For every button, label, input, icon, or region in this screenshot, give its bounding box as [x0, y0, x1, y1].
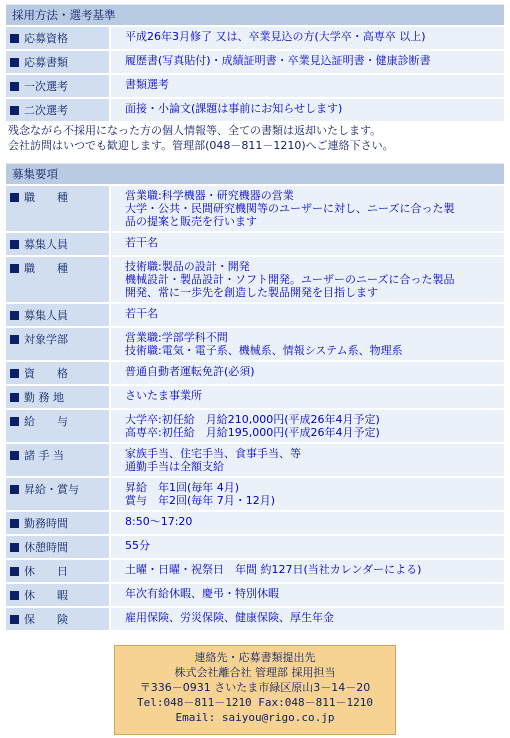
square-bullet-icon	[10, 567, 19, 576]
row-value-line: 大学卒:初任給 月給210,000円(平成26年4月予定)	[125, 413, 380, 426]
square-bullet-icon	[10, 106, 19, 115]
square-bullet-icon	[10, 591, 19, 600]
square-bullet-icon	[10, 485, 19, 494]
table-row	[6, 51, 504, 73]
notice-line: 残念ながら不採用になった方の個人情報等、全ての書類は返却いたします。	[8, 124, 382, 137]
row-value	[111, 304, 504, 326]
row-value-line: 技術職:製品の設計・開発	[125, 260, 250, 273]
row-label: 募集人員	[24, 309, 68, 322]
table-row	[6, 536, 504, 558]
row-value	[111, 536, 504, 558]
notice-line: 会社訪問はいつでも歓迎します。管理部(048－811－1210)へご連絡下さい。	[8, 139, 394, 152]
table-row	[6, 410, 504, 442]
row-label: 勤 務 地	[24, 391, 64, 404]
row-value-line: 通勤手当は全額支給	[125, 460, 224, 473]
square-bullet-icon	[10, 58, 19, 67]
row-label: 二次選考	[24, 104, 68, 117]
row-label: 対象学部	[24, 333, 68, 346]
table-row	[6, 27, 504, 49]
notice-text	[6, 121, 504, 153]
row-value-line: 家族手当、住宅手当、食事手当、等	[125, 447, 301, 460]
row-label: 職 種	[24, 191, 68, 204]
email-address[interactable]: Email: saiyou@rigo.co.jp	[175, 711, 335, 724]
table-row	[6, 608, 504, 630]
row-value-line: 賞与 年2回(毎年 7月・12月)	[125, 494, 276, 507]
row-value-line: 55分	[125, 539, 150, 552]
row-value-line: 機械設計・製品設計・ソフト開発。ユーザーのニーズに合った製品	[125, 273, 455, 286]
row-label: 保 険	[24, 613, 68, 626]
row-value-line: 若干名	[125, 307, 158, 320]
recruitment-page	[6, 4, 504, 632]
row-value: 履歴書(写真貼付)・成績証明書・卒業見込証明書・健康診断書	[111, 51, 504, 73]
row-value	[111, 362, 504, 384]
section-title-selection: 採用方法・選考基準	[6, 4, 504, 25]
table-row	[6, 304, 504, 326]
table-row	[6, 560, 504, 582]
square-bullet-icon	[10, 335, 19, 344]
table-row	[6, 478, 504, 510]
contact-box	[114, 645, 396, 735]
table-row	[6, 584, 504, 606]
row-value: 書類選考	[111, 75, 504, 97]
row-value	[111, 233, 504, 255]
table-row	[6, 362, 504, 384]
row-value	[111, 444, 504, 476]
square-bullet-icon	[10, 615, 19, 624]
row-value-line: 高専卒:初任給 月給195,000円(平成26年4月予定)	[125, 426, 380, 439]
row-label: 休 日	[24, 565, 68, 578]
row-value-line: 営業職:学部学科不問	[125, 331, 228, 344]
row-value-line: 品の提案と販売を行います	[125, 215, 257, 228]
table-row	[6, 444, 504, 476]
row-label: 休 暇	[24, 589, 68, 602]
contact-heading: 連絡先・応募書類提出先	[194, 651, 316, 664]
row-value	[111, 512, 504, 534]
row-value	[111, 328, 504, 360]
square-bullet-icon	[10, 82, 19, 91]
square-bullet-icon	[10, 519, 19, 528]
square-bullet-icon	[10, 264, 19, 273]
row-value: 平成26年3月修了 又は、卒業見込の方(大学卒・高専卒 以上)	[111, 27, 504, 49]
row-label: 諸 手 当	[24, 449, 64, 462]
row-label: 募集人員	[24, 238, 68, 251]
row-value-line: 8:50～17:20	[125, 515, 193, 528]
row-value	[111, 560, 504, 582]
section-title-requirements: 募集要項	[6, 163, 504, 184]
row-value	[111, 584, 504, 606]
row-value	[111, 186, 504, 231]
row-label: 一次選考	[24, 80, 68, 93]
row-value	[111, 410, 504, 442]
square-bullet-icon	[10, 193, 19, 202]
row-label: 昇給・賞与	[24, 483, 79, 496]
row-value-line: 年次有給休暇、慶弔・特別休暇	[125, 587, 279, 600]
table-row	[6, 386, 504, 408]
postal-address: 〒336－0931 さいたま市緑区原山3－14－20	[139, 681, 371, 694]
row-value-line: さいたま事業所	[125, 389, 202, 402]
phone-fax: Tel:048－811－1210 Fax:048－811－1210	[136, 696, 374, 709]
table-row	[6, 99, 504, 121]
row-value-line: 雇用保険、労災保険、健康保険、厚生年金	[125, 611, 334, 624]
square-bullet-icon	[10, 311, 19, 320]
requirements-table	[6, 186, 504, 632]
row-value	[111, 608, 504, 630]
square-bullet-icon	[10, 417, 19, 426]
row-value-line: 技術職:電気・電子系、機械系、情報システム系、物理系	[125, 344, 403, 357]
row-label: 資 格	[24, 367, 68, 380]
row-label: 応募資格	[24, 32, 68, 45]
row-label: 応募書類	[24, 56, 68, 69]
row-value-line: 土曜・日曜・祝祭日 年間 約127日(当社カレンダーによる)	[125, 563, 422, 576]
row-label: 職 種	[24, 262, 68, 275]
table-row	[6, 512, 504, 534]
square-bullet-icon	[10, 393, 19, 402]
row-value-line: 若干名	[125, 236, 158, 249]
table-row	[6, 233, 504, 255]
row-value-line: 開発、常に一歩先を創造した製品開発を目指します	[125, 286, 378, 299]
row-value-line: 大学・公共・民間研究機関等のユーザーに対し、ニーズに合った製	[125, 202, 455, 215]
row-label: 休憩時間	[24, 541, 68, 554]
square-bullet-icon	[10, 451, 19, 460]
table-row	[6, 328, 504, 360]
square-bullet-icon	[10, 369, 19, 378]
row-value-line: 営業職:科学機器・研究機器の営業	[125, 189, 294, 202]
row-label: 勤務時間	[24, 517, 68, 530]
row-value	[111, 478, 504, 510]
square-bullet-icon	[10, 34, 19, 43]
row-value	[111, 257, 504, 302]
selection-table	[6, 27, 504, 121]
row-label: 給 与	[24, 415, 68, 428]
square-bullet-icon	[10, 240, 19, 249]
row-value: 面接・小論文(課題は事前にお知らせします)	[111, 99, 504, 121]
table-row	[6, 186, 504, 231]
row-value-line: 普通自動者運転免許(必須)	[125, 365, 255, 378]
table-row	[6, 257, 504, 302]
square-bullet-icon	[10, 543, 19, 552]
row-value	[111, 386, 504, 408]
company-department: 株式会社離合社 管理部 採用担当	[174, 666, 336, 679]
row-value-line: 昇給 年1回(毎年 4月)	[125, 481, 240, 494]
table-row	[6, 75, 504, 97]
